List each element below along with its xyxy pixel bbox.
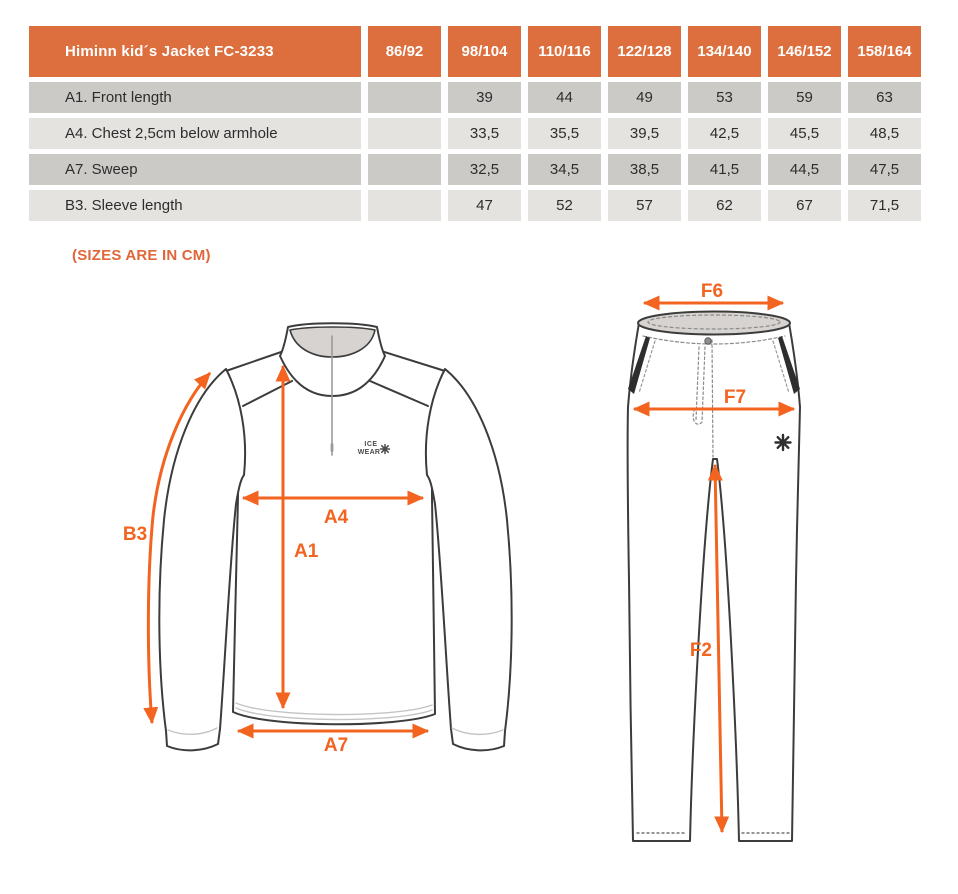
measurement-value: 49 — [608, 82, 681, 113]
measurement-label: B3. Sleeve length — [29, 190, 361, 221]
jacket-zipper-pull — [331, 443, 334, 452]
jacket-left-sleeve — [159, 369, 245, 750]
jacket-right-sleeve — [426, 369, 512, 750]
size-header: 86/92 — [368, 26, 441, 77]
measurement-value: 47,5 — [848, 154, 921, 185]
size-header: 134/140 — [688, 26, 761, 77]
measurement-value: 38,5 — [608, 154, 681, 185]
product-title: Himinn kid´s Jacket FC-3233 — [29, 26, 361, 77]
measurement-value: 42,5 — [688, 118, 761, 149]
measurement-label: A4. Chest 2,5cm below armhole — [29, 118, 361, 149]
measurement-value: 35,5 — [528, 118, 601, 149]
a7-label: A7 — [323, 735, 349, 756]
measurement-value: 52 — [528, 190, 601, 221]
measurement-value: 34,5 — [528, 154, 601, 185]
jacket-body — [226, 351, 445, 724]
measurement-value: 71,5 — [848, 190, 921, 221]
measurement-value: 47 — [448, 190, 521, 221]
measurement-value: 39,5 — [608, 118, 681, 149]
logo-text-line1: ICE — [364, 441, 378, 448]
measurement-value: 53 — [688, 82, 761, 113]
size-header: 158/164 — [848, 26, 921, 77]
f6-label: F6 — [700, 281, 724, 302]
logo-text-line2: WEAR — [357, 449, 381, 456]
f2-inseam-arrow — [715, 465, 722, 832]
measurement-label: A1. Front length — [29, 82, 361, 113]
measurement-value: 44,5 — [768, 154, 841, 185]
f7-label: F7 — [723, 387, 747, 408]
measurement-value: 48,5 — [848, 118, 921, 149]
size-header: 122/128 — [608, 26, 681, 77]
a1-label: A1 — [294, 541, 319, 562]
measurement-label: A7. Sweep — [29, 154, 361, 185]
measurement-value: 59 — [768, 82, 841, 113]
measurement-value: 32,5 — [448, 154, 521, 185]
pants-snowflake-icon — [776, 435, 791, 450]
logo-snowflake-icon — [381, 445, 390, 454]
measurement-value: 63 — [848, 82, 921, 113]
a4-label: A4 — [323, 507, 349, 528]
sizes-note: (SIZES ARE IN CM) — [72, 247, 211, 264]
measurement-value: 67 — [768, 190, 841, 221]
b3-label: B3 — [122, 524, 148, 545]
measurement-value: 57 — [608, 190, 681, 221]
measurement-value: 62 — [688, 190, 761, 221]
measurement-value: 39 — [448, 82, 521, 113]
measurement-value: 33,5 — [448, 118, 521, 149]
size-header: 146/152 — [768, 26, 841, 77]
measurement-value: 45,5 — [768, 118, 841, 149]
jacket-drawing — [159, 323, 511, 750]
size-header: 110/116 — [528, 26, 601, 77]
measurement-value: 41,5 — [688, 154, 761, 185]
pants-drawing — [628, 312, 800, 842]
size-header: 98/104 — [448, 26, 521, 77]
measurement-value: 44 — [528, 82, 601, 113]
pants-outline — [628, 323, 800, 841]
f2-label: F2 — [689, 640, 712, 661]
pants-button — [705, 338, 711, 344]
